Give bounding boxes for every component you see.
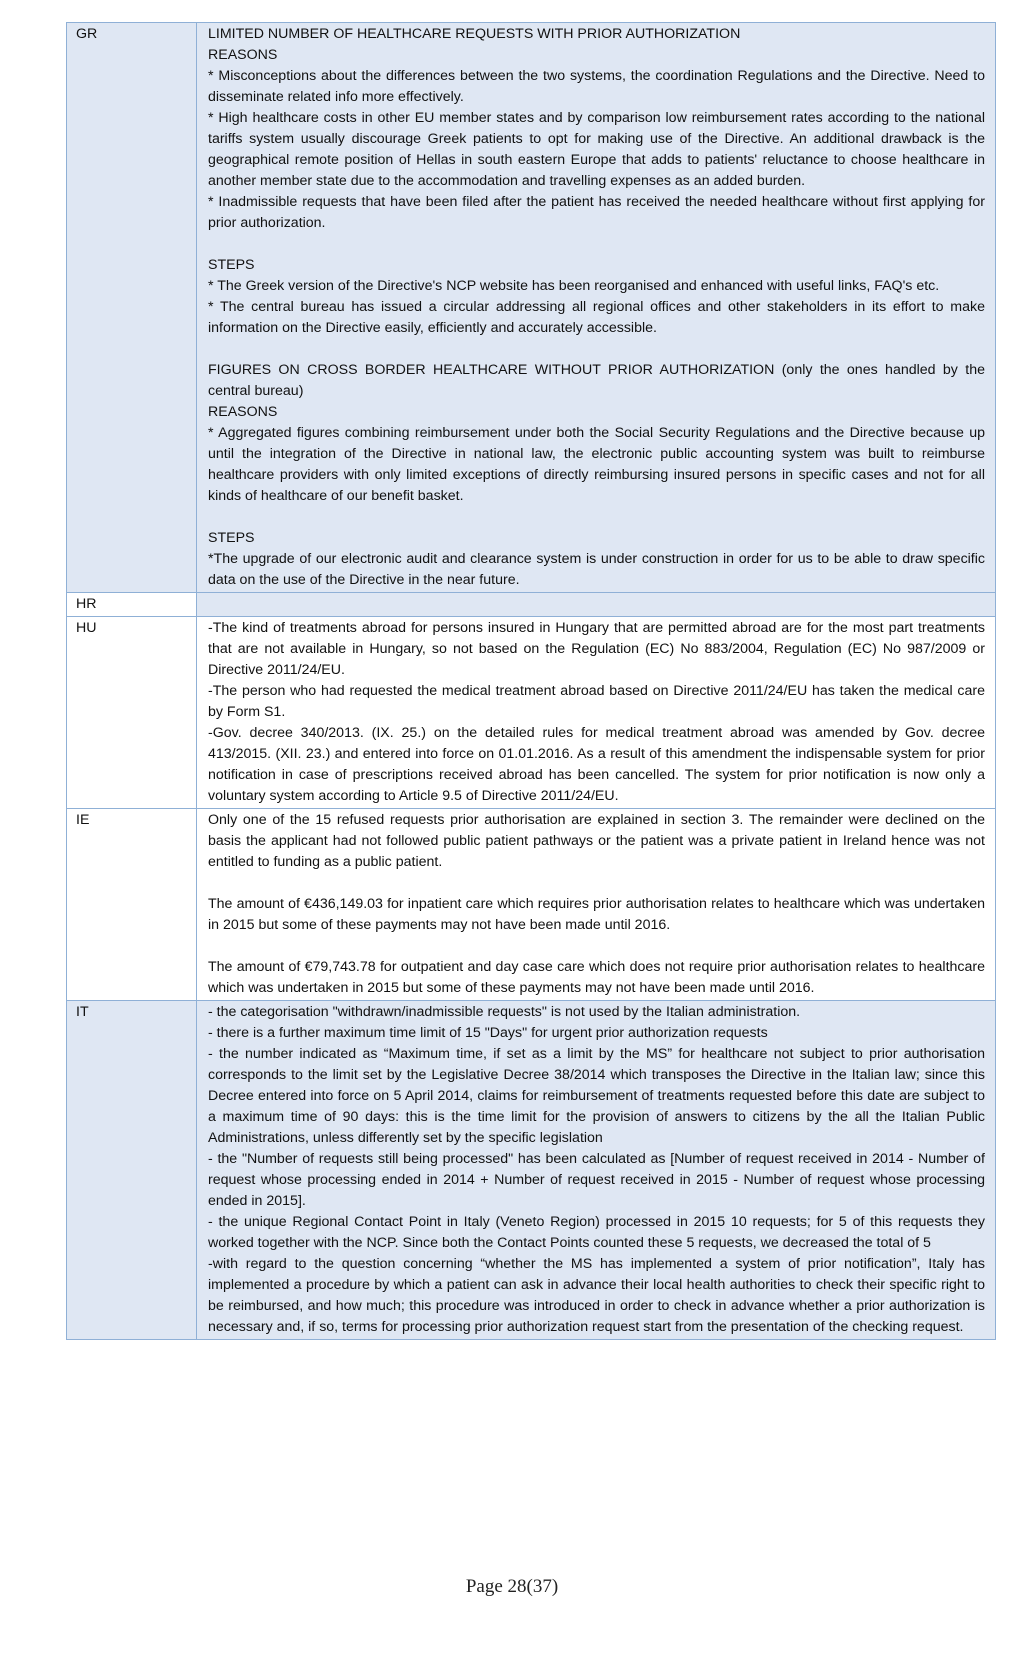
table-row-gr (67, 23, 996, 593)
reasons-label: REASONS (208, 404, 278, 420)
country-code-cell: HR (67, 593, 197, 617)
note-paragraph: -The person who had requested the medical treatment abroad based on Directive 2011/24/EU has taken the medical care by Form S1. (208, 683, 985, 720)
section-heading: FIGURES ON CROSS BORDER HEALTHCARE WITHOUT PRIOR AUTHORIZATION (only the ones handled by the central bureau) (208, 362, 985, 399)
note-paragraph: -with regard to the question concerning “whether the MS has implemented a system of prior notification”, Italy has implemented a procedure by which a patient can ask in advance their local health authorities to check their specific right to be reimbursed, and how much; this procedure was introduced in order to check in advance whether a prior authorization is necessary and, if so, terms for processing prior authorization request start from the presentation of the checking request. (208, 1256, 985, 1335)
note-paragraph: - the number indicated as “Maximum time, if set as a limit by the MS” for healthcare not subject to prior authorisation corresponds to the limit set by the Legislative Decree 38/2014 which transposes the Directive in the Italian law; since this Decree entered into force on 5 April 2014, claims for reimbursement of treatments requested before this date are subject to a maximum time of 90 days: this is the time limit for the provision of answers to citizens by the all the Italian Public Administrations, unless differently set by the specific legislation (208, 1046, 985, 1146)
note-paragraph: Only one of the 15 refused requests prior authorisation are explained in section 3. The remainder were declined on the basis the applicant had not followed public patient pathways or the patient was a private patient in Ireland hence was not entitled to funding as a public patient. (208, 812, 985, 870)
reason-item: * Misconceptions about the differences between the two systems, the coordination Regulations and the Directive. Need to disseminate related info more effectively. (208, 68, 985, 105)
note-paragraph: - the "Number of requests still being processed" has been calculated as [Number of request received in 2014 - Number of request whose processing ended in 2014 + Number of request received in 2015 - Number of request whose processing ended in 2015]. (208, 1151, 985, 1209)
country-code-cell: HU (67, 617, 197, 809)
table-row-hr (67, 593, 996, 617)
steps-label: STEPS (208, 257, 255, 273)
spacer (208, 234, 985, 255)
country-code-cell: IE (67, 809, 197, 1001)
note-paragraph: - there is a further maximum time limit of 15 "Days" for urgent prior authorization requests (208, 1025, 768, 1041)
notes-cell (197, 23, 996, 593)
spacer (208, 507, 985, 528)
note-paragraph: - the categorisation "withdrawn/inadmissible requests" is not used by the Italian administration. (208, 1004, 801, 1020)
country-code-cell: GR (67, 23, 197, 593)
notes-cell (197, 617, 996, 809)
notes-cell (197, 1001, 996, 1340)
note-paragraph: The amount of €79,743.78 for outpatient and day case care which does not require prior authorisation relates to healthcare which was undertaken in 2015 but some of these payments may not have been made until 2016. (208, 959, 985, 996)
reason-item: * High healthcare costs in other EU member states and by comparison low reimbursement rates according to the national tariffs system usually discourage Greek patients to opt for making use of the Directive. An additional drawback is the geographical remote position of Hellas in south eastern Europe that adds to patients' reluctance to choose healthcare in another member state due to the accommodation and travelling expenses as an added burden. (208, 110, 985, 189)
notes-cell (197, 809, 996, 1001)
note-paragraph: -Gov. decree 340/2013. (IX. 25.) on the detailed rules for medical treatment abroad was amended by Gov. decree 413/2015. (XII. 23.) and entered into force on 01.01.2016. As a result of this amendment the indispensable system for prior notification in case of prescriptions received abroad has been cancelled. The system for prior notification is now only a voluntary system according to Article 9.5 of Directive 2011/24/EU. (208, 725, 985, 804)
spacer (208, 339, 985, 360)
table-row-hu (67, 617, 996, 809)
table-row-it (67, 1001, 996, 1340)
country-code-cell: IT (67, 1001, 197, 1340)
spacer (208, 873, 985, 894)
note-paragraph: The amount of €436,149.03 for inpatient care which requires prior authorisation relates to healthcare which was undertaken in 2015 but some of these payments may not have been made until 2016. (208, 896, 985, 933)
notes-cell (197, 593, 996, 617)
step-item: * The central bureau has issued a circular addressing all regional offices and other stakeholders in its effort to make information on the Directive easily, efficiently and accurately accessible. (208, 299, 985, 336)
step-item: *The upgrade of our electronic audit and clearance system is under construction in order for us to be able to draw specific data on the use of the Directive in the near future. (208, 551, 985, 588)
spacer (208, 936, 985, 957)
reason-item: * Inadmissible requests that have been filed after the patient has received the needed healthcare without first applying for prior authorization. (208, 194, 985, 231)
note-paragraph: -The kind of treatments abroad for persons insured in Hungary that are permitted abroad are for the most part treatments that are not available in Hungary, so not based on the Regulation (EC) No 883/2004, Regulation (EC) No 987/2009 or Directive 2011/24/EU. (208, 620, 985, 678)
page-number: Page 28(37) (465, 1576, 559, 1597)
note-paragraph: - the unique Regional Contact Point in Italy (Veneto Region) processed in 2015 10 requests; for 5 of this requests they worked together with the NCP. Since both the Contact Points counted these 5 requests, we decreased the total of 5 (208, 1214, 985, 1251)
table-row-ie (67, 809, 996, 1001)
reasons-label: REASONS (208, 47, 278, 63)
step-item: * The Greek version of the Directive's NCP website has been reorganised and enhanced with useful links, FAQ's etc. (208, 278, 940, 294)
steps-label: STEPS (208, 530, 255, 546)
section-heading: LIMITED NUMBER OF HEALTHCARE REQUESTS WITH PRIOR AUTHORIZATION (208, 26, 741, 42)
country-notes-table (66, 22, 996, 1340)
reason-item: * Aggregated figures combining reimbursement under both the Social Security Regulations and the Directive because up until the integration of the Directive in national law, the electronic public accounting system was built to reimburse healthcare providers with only limited exceptions of directly reimbursing insured persons in specific cases and not for all kinds of healthcare of our benefit basket. (208, 425, 985, 504)
